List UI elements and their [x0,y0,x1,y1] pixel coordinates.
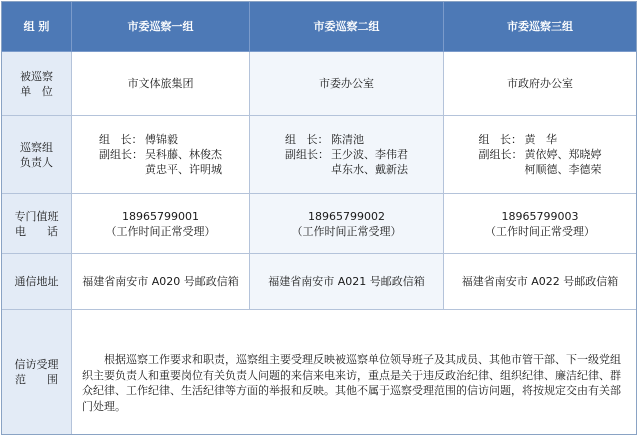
label-line: 信访受理 [14,358,59,371]
team-block [99,132,222,177]
inspected-unit-label [2,52,72,116]
leaders-group-1 [72,116,250,194]
label-line: 被巡察 [20,69,53,83]
label-line: 电 话 [15,224,58,238]
deputy-names: 柯顺德、李德荣 [524,163,602,176]
group-3-header: 市委巡察三组 [444,2,636,52]
phone-label [2,194,72,254]
label-line: 单 位 [20,84,53,98]
deputy-names: 卓东水、戴新法 [331,163,408,176]
leaders-group-3 [444,116,636,194]
scope-row [2,310,636,434]
scope-label [2,310,72,434]
label-line: 巡察组 [20,140,53,154]
spacer [479,162,523,177]
group-2-header: 市委巡察二组 [250,2,444,52]
inspected-unit-2: 市委办公室 [250,52,444,116]
leaders-row [2,116,636,194]
label-line: 范 围 [15,373,58,386]
deputy-names: 王少波、李伟君 [331,148,408,161]
deputy-names: 黄忠平、许明城 [145,163,222,176]
inspection-table [1,1,637,435]
inspected-unit-3: 市政府办公室 [444,52,636,116]
address-label: 通信地址 [2,254,72,310]
group-1-header: 市委巡察一组 [72,2,250,52]
phone-number: 18965799001 [122,209,199,223]
leader-name: 傅锦毅 [145,133,178,146]
phone-group-3 [444,194,636,254]
team-block [479,132,602,177]
phone-note: （工作时间正常受理） [485,224,595,238]
deputy-key: 副组长： [285,148,329,161]
inspected-unit-row [2,52,636,116]
label-line: 专门值班 [14,209,59,223]
header-row [2,2,636,52]
leader-key: 组 长： [478,133,522,146]
phone-number: 18965799003 [501,209,579,223]
deputy-key: 副组长： [99,148,143,161]
phone-number: 18965799002 [308,209,385,223]
phone-group-1 [72,194,250,254]
phone-row [2,194,636,254]
phone-group-2 [250,194,444,254]
leaders-group-2 [250,116,444,194]
deputy-names: 吴科藤、林俊杰 [145,148,222,161]
address-group-1: 福建省南安市 A020 号邮政信箱 [72,254,250,310]
leader-key: 组 长： [285,133,329,146]
label-line: 负责人 [20,155,53,169]
spacer [285,162,329,177]
leaders-label [2,116,72,194]
team-block [285,132,408,177]
phone-note: （工作时间正常受理） [105,224,216,238]
address-row [2,254,636,310]
deputy-names: 黄依婷、郑晓婷 [524,148,602,161]
phone-note: （工作时间正常受理） [291,224,402,238]
spacer [99,162,143,177]
scope-text: 根据巡察工作要求和职责，巡察组主要受理反映被巡察单位领导班子及其成员、其他市管干部、下一级党组织主要负责人和重要岗位有关负责人问题的来信来电来访，重点是关于违反政治纪律、组织纪律、廉洁纪律、群众纪律、工作纪律、生活纪律等方面的举报和反映。其他不属于巡察受理范围的信访问题，将按规定交由有关部门处理。 [82,353,621,413]
leader-name: 黄 华 [524,133,557,146]
address-group-2: 福建省南安市 A021 号邮政信箱 [250,254,444,310]
group-label-header: 组 别 [2,2,72,52]
inspected-unit-1: 市文体旅集团 [72,52,250,116]
leader-key: 组 长： [99,133,143,146]
leader-name: 陈清池 [331,133,364,146]
address-group-3: 福建省南安市 A022 号邮政信箱 [444,254,636,310]
deputy-key: 副组长： [478,148,523,161]
